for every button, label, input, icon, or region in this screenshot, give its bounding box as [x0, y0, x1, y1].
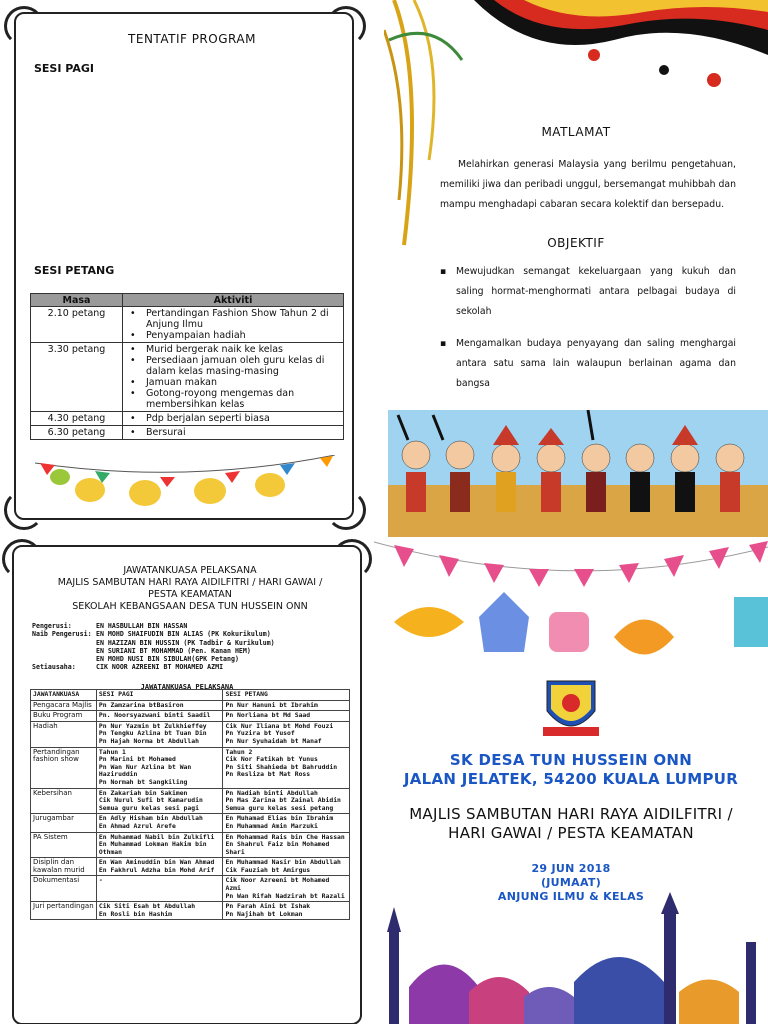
committee-event: MAJLIS SAMBUTAN HARI RAYA AIDILFITRI / HARI GAWAI /	[57, 577, 323, 588]
committee-role: Hadiah	[31, 721, 97, 747]
list-item	[32, 647, 342, 655]
time-header: Masa	[31, 294, 123, 307]
matlamat-text: Melahirkan generasi Malaysia yang berilmu pengetahuan, memiliki jiwa dan peribadi unggul, bersemangat muhibbah dan mampu menghadapi cabaran secara kolektif dan bersepadu.	[440, 159, 736, 210]
table-row	[31, 721, 350, 747]
list-item: • Murid bergerak naik ke kelas	[126, 344, 340, 355]
committee-role: Dokumentasi	[31, 876, 97, 902]
table-row	[31, 412, 344, 426]
event-title	[374, 805, 768, 843]
committee-role: Kebersihan	[31, 788, 97, 814]
officer-role: Naib Pengerusi:	[32, 630, 92, 639]
table-row	[31, 832, 350, 858]
list-item: • Pdp berjalan seperti biasa	[126, 413, 340, 424]
committee-role: Juri pertandingan	[31, 902, 97, 920]
goals-panel	[384, 0, 768, 537]
lantern-decoration	[374, 537, 768, 687]
list-item: ▪ Mengamalkan budaya penyayang dan saling menghargai antara satu sama lain walaupun berlainan agama dan bangsa	[440, 334, 736, 394]
afternoon-members: Tahun 2 Cik Nor Fatikah bt Yunus Pn Siti Shahieda bt Bahruddin Pn Resliza bt Mat Ross	[223, 747, 350, 788]
row-time: 2.10 petang	[31, 307, 123, 343]
table-row	[31, 876, 350, 902]
row-time: 3.30 petang	[31, 343, 123, 412]
morning-session-label: SESI PAGI	[34, 62, 94, 75]
school-name-line: SK DESA TUN HUSSEIN ONN	[449, 751, 693, 769]
list-item: • Persediaan jamuan oleh guru kelas di dalam kelas masing-masing	[126, 355, 340, 377]
list-item	[32, 639, 342, 647]
table-row	[31, 902, 350, 920]
table-row	[31, 814, 350, 832]
list-item: • Jamuan makan	[126, 377, 340, 388]
officer-role	[32, 655, 96, 663]
afternoon-members: En Mohammad Rais bin Che Hassan En Shahrul Faiz bin Mohamed Shari	[223, 832, 350, 858]
committee-role: Pertandingan fashion show	[31, 747, 97, 788]
committee-role: PA Sistem	[31, 832, 97, 858]
morning-members: En Muhammad Nabil bin Zulkifli En Muhammad Lokman Hakim bin Othman	[96, 832, 223, 858]
morning-members: Pn Nur Yazmin bt Zulkhieffey Pn Tengku Azlina bt Tuan Din Pn Hajah Norma bt Abdullah	[96, 721, 223, 747]
morning-members: Pn Zamzarina btBasiron	[96, 700, 223, 711]
table-row	[31, 307, 344, 343]
table-row	[31, 747, 350, 788]
venue-line: ANJUNG ILMU & KELAS	[497, 890, 645, 903]
list-item	[32, 630, 342, 638]
afternoon-members: Cik Nur Iliana bt Mohd Fouzi Pn Yuzira bt Yusof Pn Nur Syuhaidah bt Manaf	[223, 721, 350, 747]
event-title-line: MAJLIS SAMBUTAN HARI RAYA AIDILFITRI /	[409, 805, 733, 823]
officer-name: EN SURIANI BT MOHAMMAD (Pen. Kanan HEM)	[96, 646, 251, 655]
list-item	[32, 655, 342, 663]
school-crest-logo	[537, 675, 605, 743]
row-time: 4.30 petang	[31, 412, 123, 426]
committee-heading: JAWATANKUASA PELAKSANA	[123, 565, 257, 576]
day-line: (JUMAAT)	[540, 876, 602, 889]
table-row	[31, 426, 344, 440]
committee-table-title: JAWATANKUASA PELAKSANA	[140, 683, 234, 691]
date-line: 29 JUN 2018	[531, 862, 611, 875]
table-row	[31, 700, 350, 711]
table-row	[31, 711, 350, 722]
afternoon-members: Pn Nadiah binti Abdullah Pn Mas Zarina bt Zainal Abidin Semua guru kelas sesi petang	[223, 788, 350, 814]
event-title-line: HARI GAWAI / PESTA KEAMATAN	[448, 824, 694, 842]
committee-school: SEKOLAH KEBANGSAAN DESA TUN HUSSEIN ONN	[72, 601, 308, 612]
list-item: • Penyampaian hadiah	[126, 330, 340, 341]
officer-name: CIK NOOR AZREENI BT MOHAMED AZMI	[96, 663, 224, 672]
morning-members: Cik Siti Esah bt Abdullah En Rosli bin Hashim	[96, 902, 223, 920]
officer-role	[32, 647, 96, 655]
list-item: ▪ Mewujudkan semangat kekeluargaan yang kukuh dan saling hormat-menghormati antara pelbagai budaya di sekolah	[440, 262, 736, 322]
officer-role: Setiausaha:	[32, 663, 76, 672]
afternoon-session-label: SESI PETANG	[34, 264, 115, 277]
afternoon-members: En Muhamad Elias bin Ibrahim En Muhammad Amin Marzuki	[223, 814, 350, 832]
officer-role: Pengerusi:	[32, 622, 72, 630]
matlamat-title: MATLAMAT	[541, 125, 611, 139]
role-header: JAWATANKUASA	[31, 690, 97, 701]
afternoon-members: Pn Nur Hanuni bt Ibrahim	[223, 700, 350, 711]
committee-role: Buku Program	[31, 711, 97, 722]
activity-header: Aktiviti	[123, 294, 344, 307]
mosque-skyline-illustration	[374, 892, 768, 1024]
officer-name: EN MOHD SHAIFUDIN BIN ALIAS (PK Kokurikulum)	[96, 630, 271, 639]
morning-members: En Wan Aminuddin bin Wan Ahmad En Fakhrul Adzha bin Mohd Arif	[96, 858, 223, 876]
table-row	[31, 343, 344, 412]
list-item: • Gotong-royong mengemas dan membersihkan kelas	[126, 388, 340, 410]
objektif-title: OBJEKTIF	[547, 236, 605, 250]
objectives-list	[440, 262, 736, 406]
morning-members: En Adly Hisham bin Abdullah En Ahmad Azrul Arefe	[96, 814, 223, 832]
morning-members: Tahun 1 Pn Marini bt Mohamed Pn Wan Nur Azlina bt Wan Haziruddin Pn Normah bt Sangkiling	[96, 747, 223, 788]
afternoon-members: Cik Noor Azreeni bt Mohamed Azmi Pn Wan Rifah Nadzirah bt Razali	[223, 876, 350, 902]
officer-name: EN MOHD NUSI BIN SIBULAH(GPK Petang)	[96, 655, 239, 664]
school-name	[374, 751, 768, 789]
committee-role: Pengacara Majlis	[31, 700, 97, 711]
morning-header: SESI PAGI	[96, 690, 223, 701]
table-row	[31, 788, 350, 814]
list-item: • Pertandingan Fashion Show Tahun 2 di Anjung Ilmu	[126, 308, 340, 330]
officer-name: EN HAZIZAN BIN HUSSIN (PK Tadbir & Kurikulum)	[96, 638, 275, 647]
committee-table	[30, 689, 350, 920]
afternoon-members: Pn Farah Aini bt Ishak Pn Najihah bt Lokman	[223, 902, 350, 920]
afternoon-members: Pn Norliana bt Md Saad	[223, 711, 350, 722]
committee-officers	[32, 622, 342, 672]
list-item	[32, 622, 342, 630]
schedule-table	[30, 293, 344, 440]
morning-members: -	[96, 876, 223, 902]
committee-role: Disiplin dan kawalan murid	[31, 858, 97, 876]
committee-panel	[0, 537, 374, 1024]
officer-name: EN HASBULLAH BIN HASSAN	[96, 622, 188, 630]
school-address: JALAN JELATEK, 54200 KUALA LUMPUR	[403, 770, 739, 788]
afternoon-members: En Muhammad Nasir bin Abdullah Cik Fauziah bt Amirgus	[223, 858, 350, 876]
table-row	[31, 858, 350, 876]
officer-role	[32, 639, 96, 647]
program-panel	[0, 0, 384, 537]
list-item	[32, 663, 342, 671]
morning-members: En Zakariah bin Sakimen Cik Nurul Sufi bt Kamarudin Semua guru kelas sesi pagi	[96, 788, 223, 814]
program-title: TENTATIF PROGRAM	[128, 32, 256, 46]
committee-event-2: PESTA KEAMATAN	[148, 589, 232, 600]
morning-members: Pn. Noorsyazwani binti Saadil	[96, 711, 223, 722]
afternoon-header: SESI PETANG	[223, 690, 350, 701]
row-time: 6.30 petang	[31, 426, 123, 440]
committee-role: Jurugambar	[31, 814, 97, 832]
list-item: • Bersurai	[126, 427, 340, 438]
cover-panel	[374, 537, 768, 1024]
cultural-children-illustration	[388, 410, 768, 537]
lantern-bunting-illustration	[35, 455, 335, 515]
